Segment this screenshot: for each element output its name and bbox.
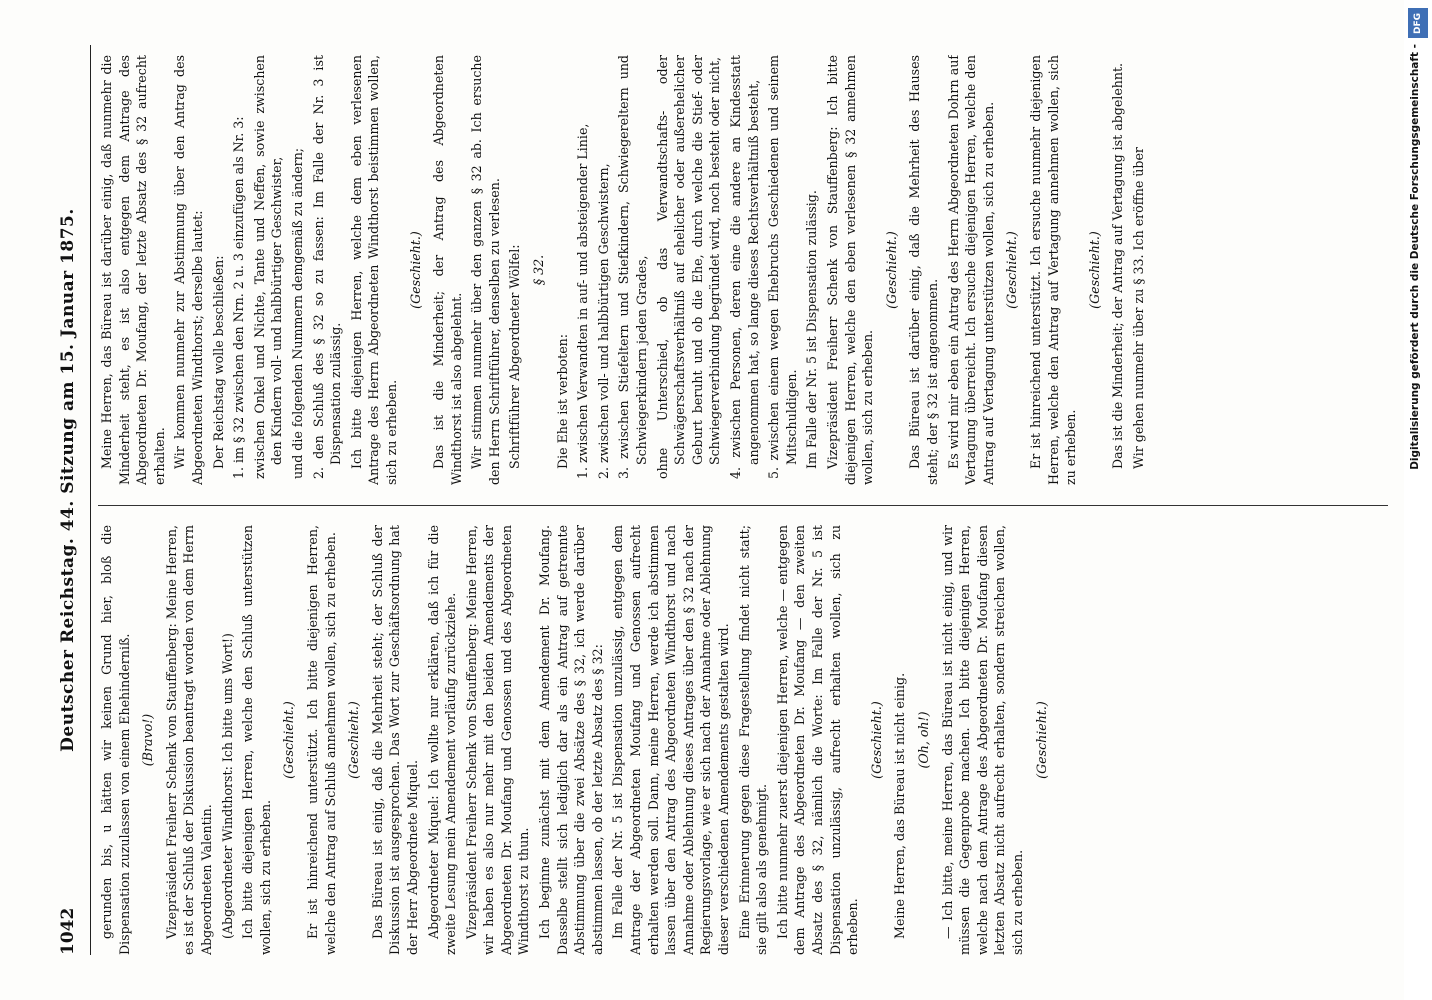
digitization-credit: Digitalisierung gefördert durch die Deutsche Forschungsgemeinschaft -	[1409, 44, 1421, 470]
paragraph: gerunden bis, u hätten wir keinen Grund hier, bloß die Dispensation zuzulassen von einem Ehehinderniß.	[99, 525, 132, 955]
column-divider	[98, 505, 1388, 506]
paragraph: 3. zwischen Stiefeltern und Stiefkindern, Schwiegereltern und Schwiegerkindern jeden Grades,	[616, 55, 650, 479]
paragraph: 5. zwischen einem wegen Ehebruchs Geschiedenen und seinem Mitschuldigen.	[766, 55, 799, 479]
paragraph: 4. zwischen Personen, deren eine die andere an Kindesstatt angenommen hat, so lange dieses Rechtsverhältniß besteht,	[728, 55, 761, 479]
stage-direction: (Geschieht.)	[1033, 701, 1049, 779]
paragraph: Im Falle der Nr. 5 ist Dispensation zulässig.	[804, 190, 820, 469]
paragraph: Meine Herren, das Büreau ist darüber einig, daß nunmehr die Minderheit steht, es ist also entgegen dem Antrage des Abgeordneten Dr. Moufang, der letzte Absatz des § 32 aufrecht erhalten.	[99, 55, 167, 485]
paragraph: Wir gehen nunmehr über zu § 33. Ich eröffne über	[1130, 147, 1146, 469]
paragraph: Vizepräsident Freiherr Schenk von Stauffenberg: Meine Herren, es ist der Schluß der Diskussion beantragt worden von dem Herrn Abgeordneten Valentin.	[163, 525, 214, 955]
paragraph: Er ist hinreichend unterstützt. Ich ersuche nunmehr diejenigen Herren, welche den Antrag auf Vertagung annehmen wollen, sich zu erheben.	[1027, 55, 1079, 485]
paragraph: Wir kommen nunmehr zur Abstimmung über den Antrag des Abgeordneten Windthorst; derselbe lautet:	[172, 55, 205, 485]
paragraph: Er ist hinreichend unterstützt. Ich bitte diejenigen Herren, welche den Antrag auf Schluß annehmen wollen, sich zu erheben.	[304, 525, 338, 955]
stage-direction: (Geschieht.)	[346, 701, 362, 779]
page-number: 1042	[58, 907, 78, 955]
dfg-logo: DFG	[1408, 8, 1428, 38]
paragraph: Die Ehe ist verboten:	[554, 334, 570, 469]
stage-direction: (Geschieht.)	[1086, 231, 1102, 309]
paragraph: — Ich bitte, meine Herren, das Büreau ist nicht einig, und wir müssen die Gegenprobe machen. Ich bitte diejenigen Herren, welche nach dem Antrage des Abgeordneten Dr. Moufang diesen letzten Absatz nicht aufrecht erhalten, sondern streichen wollen, sich zu erheben.	[939, 525, 1025, 955]
paragraph: Ich beginne zunächst mit dem Amendement Dr. Moufang. Dasselbe stellt sich lediglich dar als ein Antrag auf getrennte Abstimmung über die zwei Absätze des § 32, ich werde darüber abstimmen lassen, ob der letzte Absatz des § 32:	[537, 525, 605, 955]
paragraph: Das Büreau ist einig, daß die Mehrheit steht; der Schluß der Diskussion ist ausgesprochen. Das Wort zur Geschäftsordnung hat der Herr Abgeordnete Miquel.	[369, 525, 420, 955]
paragraph: und die folgenden Nummern demgemäß zu ändern;	[289, 147, 305, 479]
digitization-sidebar	[1404, 0, 1432, 1000]
paragraph: Der Reichstag wolle beschließen:	[210, 255, 226, 469]
paragraph: Schriftführer Abgeordneter Wölfel:	[507, 244, 523, 469]
paragraph: (Abgeordneter Windthorst: Ich bitte ums Wort!)	[219, 633, 235, 939]
paragraph: 1. im § 32 zwischen den Nrn. 2 u. 3 einzufügen als Nr. 3:	[231, 116, 247, 479]
paragraph: Ich bitte nunmehr zuerst diejenigen Herren, welche — entgegen dem Antrage des Abgeordneten Dr. Moufang — den zweiten Absatz des § 32, nämlich die Worte: Im Falle der Nr. 5 ist Dispensation unzulässig, aufrecht erhalten wollen, sich zu erheben.	[774, 525, 861, 955]
paragraph: Vizepräsident Freiherr Schenk von Stauffenberg: Meine Herren, wir haben es also nur mehr mit den beiden Amendements der Abgeordneten Dr. Moufang und Genossen und des Abgeordneten Windthorst zu thun.	[463, 525, 532, 955]
stage-direction: (Bravo!)	[140, 713, 156, 767]
paragraph: Das Büreau ist darüber einig, daß die Mehrheit des Hauses steht; der § 32 ist angenommen.	[907, 55, 940, 485]
stage-direction: (Oh, oh!)	[915, 711, 931, 769]
paragraph: 2. zwischen voll- und halbbürtigen Geschwistern,	[595, 163, 611, 479]
paragraph: zwischen Onkel und Nichte, Tante und Neffen, sowie zwischen den Kindern voll- und halbbürtiger Geschwister,	[251, 55, 285, 479]
paragraph: 1. zwischen Verwandten in auf- und absteigender Linie,	[575, 123, 591, 479]
stage-direction: (Geschieht.)	[868, 701, 884, 779]
page-title: Deutscher Reichstag. 44. Sitzung am 15. Januar 1875.	[58, 208, 78, 752]
paragraph: Ich bitte diejenigen Herren, welche dem eben verlesenen Antrage des Herrn Abgeordneten Windthorst beistimmen wollen, sich zu erheben.	[348, 55, 399, 485]
paragraph: Das ist die Minderheit; der Antrag des Abgeordneten Windthorst ist also abgelehnt.	[431, 55, 464, 485]
paragraph: Abgeordneter Miquel: Ich wollte nur erklären, daß ich für die zweite Lesung mein Amendement vorläufig zurückziehe.	[425, 525, 459, 955]
page-header	[50, 45, 91, 955]
stage-direction: § 32.	[531, 254, 547, 286]
paragraph: Vizepräsident Freiherr Schenk von Stauffenberg: Ich bitte diejenigen Herren, welche den eben verlesenen § 32 annehmen wollen, sich zu erheben.	[824, 55, 876, 485]
left-text-column	[98, 525, 1388, 955]
paragraph: 2. den Schluß des § 32 so zu fassen: Im Falle der Nr. 3 ist Dispensation zulässig.	[310, 55, 344, 479]
paragraph: Es wird mir eben ein Antrag des Herrn Abgeordneten Dohrn auf Vertagung überreicht. Ich ersuche diejenigen Herren, welche den Antrag auf Vertagung unterstützen wollen, sich zu erheben.	[945, 55, 996, 485]
paragraph: ohne Unterschied, ob das Verwandtschafts- oder Schwägerschaftsverhältniß auf ehelicher oder außerehelicher Geburt beruht und ob die Ehe, durch welche die Stief- oder Schwiegerverbindung begründet wird, noch besteht oder nicht,	[654, 55, 723, 479]
paragraph: Wir stimmen nunmehr über den ganzen § 32 ab. Ich ersuche den Herrn Schriftführer, denselben zu verlesen.	[469, 55, 502, 485]
paragraph: Meine Herren, das Büreau ist nicht einig.	[892, 672, 908, 939]
stage-direction: (Geschieht.)	[281, 701, 297, 779]
paragraph: Das ist die Minderheit; der Antrag auf Vertagung ist abgelehnt.	[1110, 62, 1126, 469]
paragraph: Ich bitte diejenigen Herren, welche den Schluß unterstützen wollen, sich zu erheben.	[240, 525, 273, 955]
paragraph: Eine Erinnerung gegen diese Fragestellung findet nicht statt; sie gilt also als genehmigt.	[736, 525, 770, 955]
rotated-document-page	[50, 45, 1395, 955]
paragraph: Im Falle der Nr. 5 ist Dispensation unzulässig, entgegen dem Antrage der Abgeordneten Moufang und Genossen aufrecht erhalten werden soll. Dann, meine Herren, werde ich abstimmen lassen über den Antrag des Abgeordneten Windthorst und nach Annahme oder Ablehnung dieses Antrages über den § 32 nach der Regierungsvorlage, wie er sich nach der Annahme oder Ablehnung dieser verschiedenen Amendements gestalten wird.	[610, 525, 731, 955]
right-text-column	[98, 55, 1388, 485]
stage-direction: (Geschieht.)	[407, 231, 423, 309]
stage-direction: (Geschieht.)	[883, 231, 899, 309]
stage-direction: (Geschieht.)	[1004, 231, 1020, 309]
